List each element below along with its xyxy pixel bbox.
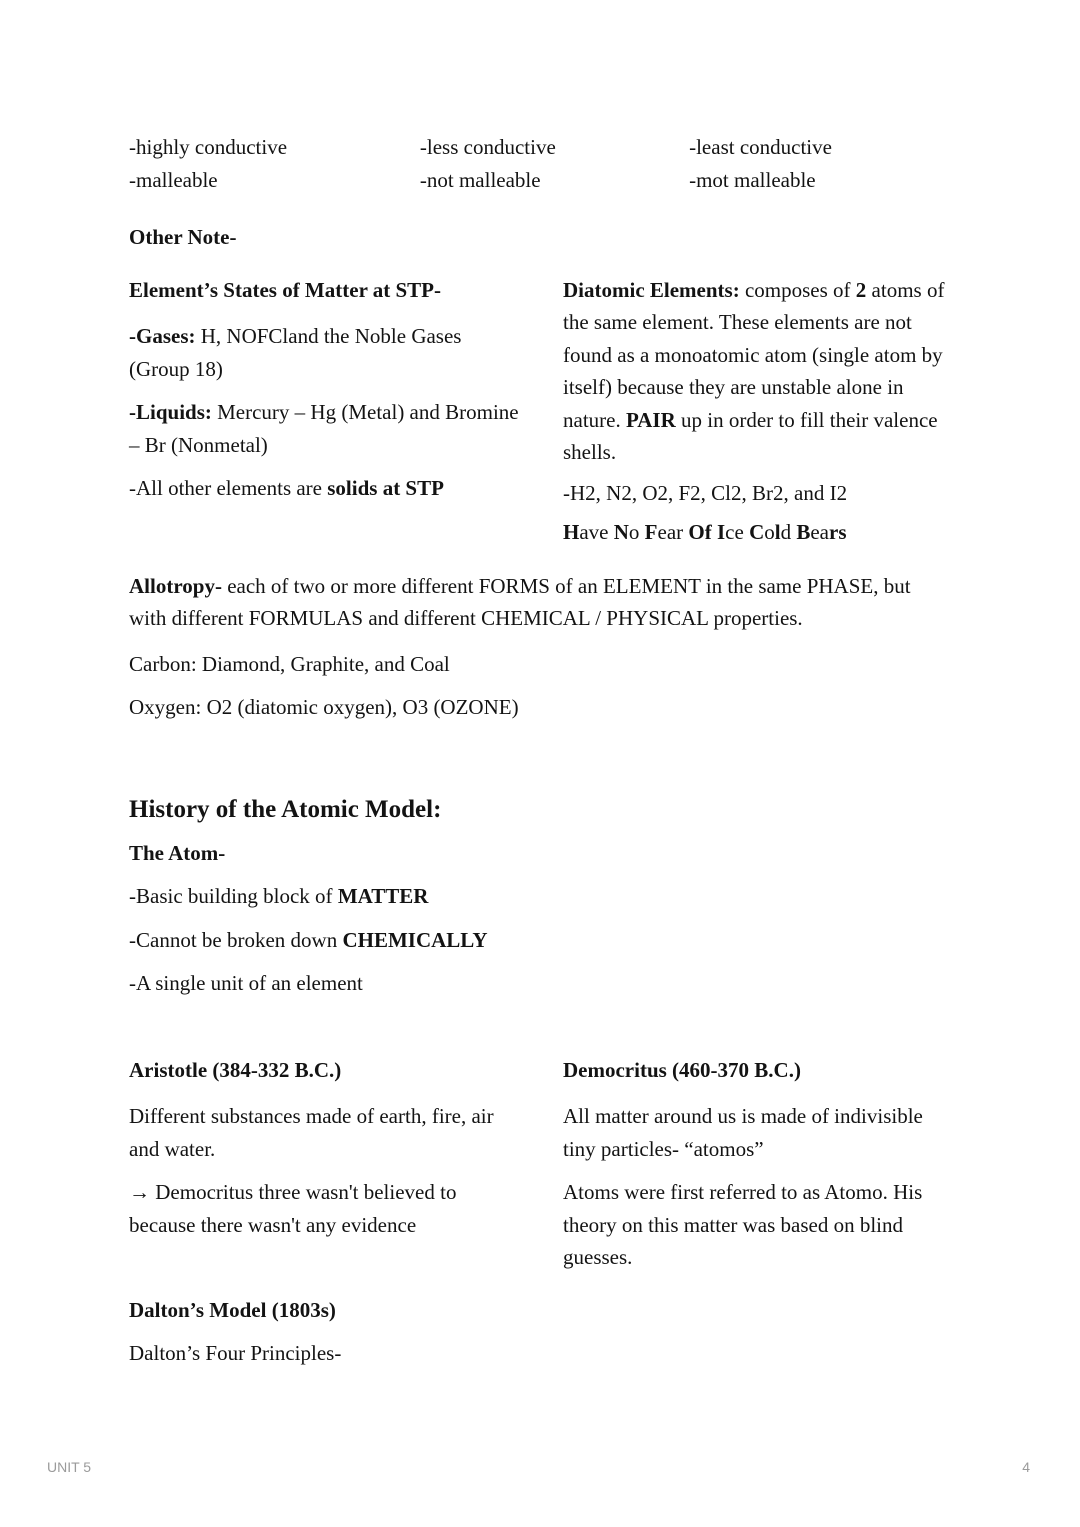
aristotle-column: [129, 1054, 563, 1253]
malleability-line: -malleable: [129, 167, 218, 192]
gases-paragraph: -Gases: H, NOFCland the Noble Gases (Group 18): [129, 324, 462, 381]
philosophers-section: [129, 1054, 980, 1285]
allotropy-definition: Allotropy- each of two or more different FORMS of an ELEMENT in the same PHASE, but with different FORMULAS and different CHEMICAL / PHYSICAL properties.: [129, 573, 911, 630]
dalton-model-heading: Dalton’s Model (1803s): [129, 1297, 336, 1322]
the-atom-heading: The Atom-: [129, 840, 226, 865]
liquids-paragraph: -Liquids: Mercury – Hg (Metal) and Bromine – Br (Nonmetal): [129, 400, 519, 457]
dalton-principles-line: Dalton’s Four Principles-: [129, 1341, 342, 1365]
democritus-paragraph: All matter around us is made of indivisible tiny particles- “atomos”: [563, 1104, 923, 1161]
malleability-line: -mot malleable: [689, 167, 816, 192]
conductivity-column-metals: [129, 131, 420, 196]
diatomic-elements-column: [563, 274, 980, 549]
states-of-matter-column: [129, 274, 563, 516]
conductivity-line: -highly conductive: [129, 135, 288, 159]
states-heading: Element’s States of Matter at STP-: [129, 277, 442, 302]
footer-page-number: 4: [1022, 1459, 1030, 1475]
diatomic-elements-list: -H2, N2, O2, F2, Cl2, Br2, and I2: [563, 480, 848, 505]
malleability-line: -not malleable: [419, 167, 541, 192]
democritus-column: [563, 1054, 980, 1285]
conductivity-line: -least conductive: [689, 135, 832, 159]
democritus-paragraph: Atoms were first referred to as Atomo. His theory on this matter was based on blind guesses.: [563, 1180, 923, 1269]
conductivity-line: -less conductive: [419, 135, 556, 159]
atom-point: -Basic building block of MATTER: [129, 884, 429, 908]
footer-unit-label: UNIT 5: [47, 1459, 92, 1475]
allotropy-carbon-example: Carbon: Diamond, Graphite, and Coal: [129, 651, 450, 676]
atom-point: -Cannot be broken down CHEMICALLY: [129, 927, 488, 952]
conductivity-comparison-row: [129, 131, 980, 196]
history-section-title: History of the Atomic Model:: [129, 795, 442, 823]
democritus-heading: Democritus (460-370 B.C.): [563, 1057, 801, 1082]
diatomic-mnemonic: Have No Fear Of Ice Cold Bears: [563, 520, 847, 544]
aristotle-paragraph: → Democritus three wasn't believed to because there wasn't any evidence: [129, 1180, 457, 1237]
diatomic-definition-paragraph: Diatomic Elements: composes of 2 atoms of the same element. These elements are not found as a monoatomic atom (single atom by itself) because they are unstable alone in nature. PAIR up in order to fill their valence shells.: [563, 277, 945, 464]
solids-paragraph: -All other elements are solids at STP: [129, 476, 444, 500]
conductivity-column-nonmetals: [689, 131, 980, 196]
aristotle-heading: Aristotle (384-332 B.C.): [129, 1057, 342, 1082]
page-footer: [0, 1459, 1080, 1479]
states-diatomic-section: [129, 274, 980, 549]
allotropy-oxygen-example: Oxygen: O2 (diatomic oxygen), O3 (OZONE): [129, 695, 519, 719]
atom-point: -A single unit of an element: [129, 971, 363, 995]
aristotle-paragraph: Different substances made of earth, fire, air and water.: [129, 1104, 494, 1161]
conductivity-column-metalloids: [420, 131, 689, 196]
other-note-heading: Other Note-: [129, 225, 237, 249]
